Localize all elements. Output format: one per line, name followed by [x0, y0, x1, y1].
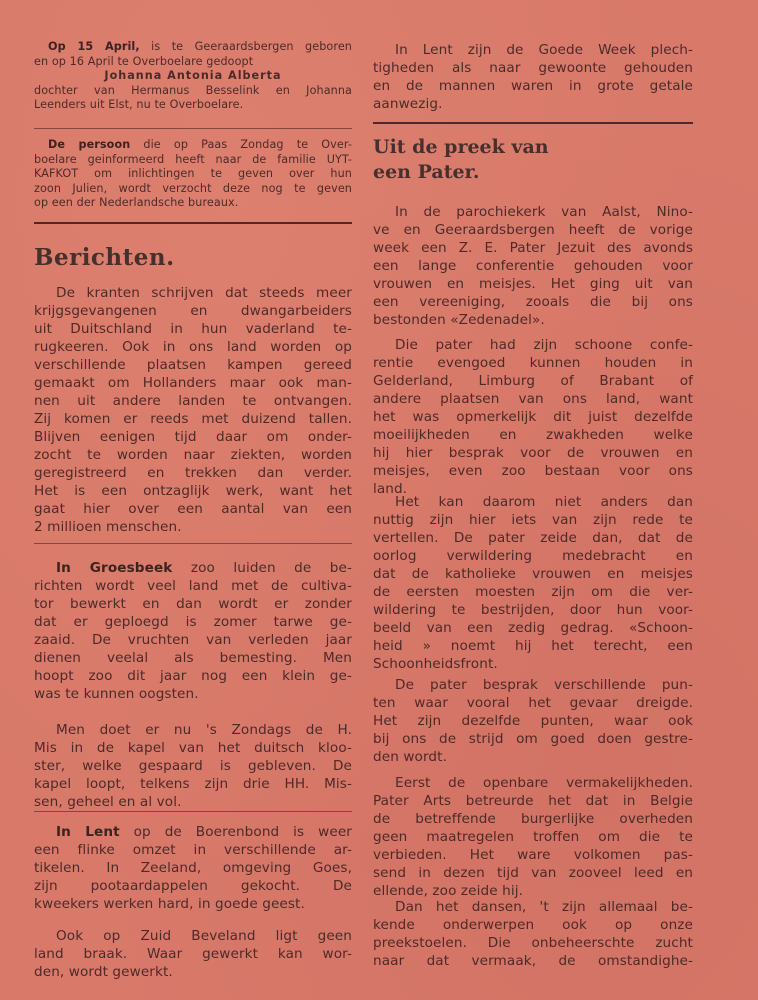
- text-line: [373, 547, 693, 565]
- text-line: [34, 153, 352, 168]
- text-line: [34, 338, 352, 356]
- preek-paragraph: [373, 898, 693, 970]
- paragraph: [373, 203, 693, 329]
- line-text: en de mannen waren in grote getale: [373, 78, 693, 94]
- text-line: [373, 934, 693, 952]
- line-text: 2 millioen menschen.: [34, 519, 182, 535]
- line-text: verschillende plaatsen kampen gereed: [34, 357, 352, 373]
- line-text: Dan het dansen, 't zijn allemaal be-: [395, 899, 693, 915]
- text-line: [34, 775, 352, 793]
- lead-in: In Groesbeek: [56, 560, 173, 576]
- divider-thick: [34, 222, 352, 224]
- text-line: [373, 676, 693, 694]
- text-line: [34, 877, 352, 895]
- line-text: dat er geploegd is zomer tarwe ge-: [34, 614, 352, 630]
- lent-article: [34, 823, 352, 981]
- line-text: uit Duitschland in hun vaderland te-: [34, 321, 352, 337]
- line-text: nen uit andere landen te ontvangen.: [34, 393, 352, 409]
- line-text: gaat hier over een aantal van een: [34, 501, 352, 517]
- text-line: [373, 444, 693, 462]
- line-text: In de parochiekerk van Aalst, Nino-: [395, 204, 693, 220]
- line-text: beeld van een zedig gedrag. «Schoon-: [373, 620, 693, 636]
- text-line: [373, 916, 693, 934]
- text-line: [373, 354, 693, 372]
- text-line: [34, 410, 352, 428]
- line-text: krijgsgevangenen en dwangarbeiders: [34, 303, 352, 319]
- text-line: [373, 748, 693, 766]
- text-line: [373, 372, 693, 390]
- line-text: Mis in de kapel van het duitsch kloo-: [34, 740, 352, 756]
- text-line: [373, 952, 693, 970]
- text-line: [373, 390, 693, 408]
- line-text: kende onderwerpen ook op onze: [373, 917, 693, 933]
- text-line: [34, 138, 352, 153]
- groesbeek-article: [34, 559, 352, 811]
- section-heading-preek: [373, 135, 693, 185]
- text-line: [373, 293, 693, 311]
- text-line: [34, 595, 352, 613]
- line-text: dienen veelal als bemesting. Men: [34, 650, 352, 666]
- line-text: richten wordt veel land met de cultiva-: [34, 578, 352, 594]
- text-line: [34, 446, 352, 464]
- line-text: bij ons de strijd om goed doen gestre-: [373, 731, 693, 747]
- text-line: [34, 98, 352, 113]
- paragraph: [34, 823, 352, 913]
- text-line: [34, 518, 352, 536]
- text-line: [373, 864, 693, 882]
- line-text: bestonden «Zedenadel».: [373, 312, 545, 328]
- line-text: preekstoelen. Die onbeheerschte zucht: [373, 935, 693, 951]
- text-line: [373, 493, 693, 511]
- heading-line: Uit de preek van: [373, 136, 549, 158]
- line-text: nuttig zijn hier iets van zijn rede te: [373, 512, 693, 528]
- text-line: [34, 302, 352, 320]
- line-text: een flinke omzet in verschillende ar-: [34, 842, 352, 858]
- line-text: tigheden als naar gewoonte gehouden: [373, 60, 693, 76]
- text-line: [373, 426, 693, 444]
- line-text: meisjes, even zoo bestaan voor ons: [373, 463, 693, 479]
- line-text: Pater Arts betreurde het dat in Belgie: [373, 793, 693, 809]
- line-text: moeilijkheden en zwakheden welke: [373, 427, 693, 443]
- line-text: verbieden. Het ware volkomen pas-: [373, 847, 693, 863]
- line-text: die op Paas Zondag te Over-: [130, 138, 352, 151]
- line-text: ten waar vooral het gevaar dreigde.: [373, 695, 693, 711]
- line-text: boelare geinformeerd heeft naar de familie UYT-: [34, 152, 352, 166]
- text-line: [34, 841, 352, 859]
- line-text: tor bewerkt en dan wordt er zonder: [34, 596, 352, 612]
- line-text: op een der Nederlandsche bureaux.: [34, 196, 239, 210]
- preek-paragraph: [373, 203, 693, 329]
- text-line: [373, 792, 693, 810]
- text-line: [34, 685, 352, 703]
- text-line: [34, 559, 352, 577]
- text-line: [373, 712, 693, 730]
- text-line: [373, 95, 693, 113]
- text-line: [34, 55, 352, 70]
- line-text: De kranten schrijven dat steeds meer: [56, 285, 352, 301]
- line-text: op de Boerenbond is weer: [119, 824, 352, 840]
- paragraph: [373, 898, 693, 970]
- line-text: wildering te bestrijden, door hun voor-: [373, 602, 693, 618]
- line-text: In Lent zijn de Goede Week plech-: [395, 42, 693, 58]
- paragraph: [373, 774, 693, 900]
- text-line: [34, 428, 352, 446]
- text-line: [34, 895, 352, 913]
- lead-in: In Lent: [56, 824, 120, 840]
- text-line: [34, 40, 352, 55]
- text-line: [373, 203, 693, 221]
- line-text: send in dezen tijd van zooveel leed en: [373, 865, 693, 881]
- text-line: [34, 392, 352, 410]
- line-text: dat de katholieke vrouwen en meisjes: [373, 566, 693, 582]
- text-line: [373, 221, 693, 239]
- line-text: een vereeniging, zooals die bij ons: [373, 294, 693, 310]
- text-line: [373, 828, 693, 846]
- line-text: zijn pootaardappelen gekocht. De: [34, 878, 352, 894]
- line-text: het was opmerkelijk dit juist dezelfde: [373, 409, 693, 425]
- text-line: [373, 583, 693, 601]
- person-notice: [34, 138, 352, 211]
- line-text: Zij komen er reeds met duizend tallen.: [34, 411, 352, 427]
- text-line: [34, 374, 352, 392]
- text-line: [373, 336, 693, 354]
- text-line: [34, 613, 352, 631]
- line-text: KAFKOT om inlichtingen te geven over hun: [34, 167, 352, 181]
- text-line: [34, 963, 352, 981]
- line-text: vertellen. De pater zeide dan, dat de: [373, 530, 693, 546]
- line-text: ve en Geeraardsbergen heeft de vorige: [373, 222, 693, 238]
- text-line: [34, 859, 352, 877]
- text-line: [34, 649, 352, 667]
- text-line: [373, 565, 693, 583]
- berichten-article: [34, 284, 352, 536]
- line-text: land.: [373, 481, 408, 497]
- preek-paragraph: [373, 336, 693, 498]
- line-text: heid » noemt hij het terecht, een: [373, 638, 693, 654]
- line-text: dochter van Hermanus Besselink en Johanna: [34, 83, 352, 97]
- line-text: gemaakt om Hollanders maar ook man-: [34, 375, 352, 391]
- line-text: ellende, zoo zeide hij.: [373, 883, 523, 899]
- line-text: zoo luiden de be-: [172, 560, 352, 576]
- divider: [34, 811, 352, 812]
- line-text: is te Geeraardsbergen geboren: [139, 40, 352, 53]
- line-text: vrouwen en meisjes. Het ging uit van: [373, 276, 693, 292]
- paragraph: [373, 676, 693, 766]
- line-text: land braak. Waar gewerkt kan wor-: [34, 946, 352, 962]
- text-line: [34, 757, 352, 775]
- line-text: den, wordt gewerkt.: [34, 964, 173, 980]
- line-text: was te kunnen oogsten.: [34, 686, 199, 702]
- line-text: rentie evengoed kunnen houden in: [373, 355, 693, 371]
- text-line: [373, 898, 693, 916]
- line-text: Het zijn dezelfde punten, waar ook: [373, 713, 693, 729]
- line-text: hij hier besprak voor de vrouwen en: [373, 445, 693, 461]
- line-text: Gelderland, Limburg of Brabant of: [373, 373, 693, 389]
- line-text: sen, geheel en al vol.: [34, 794, 182, 810]
- text-line: [34, 500, 352, 518]
- text-line: [34, 69, 352, 84]
- text-line: [34, 739, 352, 757]
- preek-paragraph: [373, 493, 693, 673]
- text-line: [373, 462, 693, 480]
- line-text: ster, welke gespaard is gebleven. De: [34, 758, 352, 774]
- paragraph: [34, 559, 352, 703]
- line-text: Blijven eenigen tijd daar om onder-: [34, 429, 352, 445]
- text-line: [373, 774, 693, 792]
- lead-in: Op 15 April,: [48, 40, 140, 53]
- line-text: oorlog verwildering medebracht en: [373, 548, 693, 564]
- line-text: kweekers werken hard, in goede geest.: [34, 896, 305, 912]
- line-text: de eersten moesten zijn om die ver-: [373, 584, 693, 600]
- line-text: zaaid. De vruchten van verleden jaar: [34, 632, 352, 648]
- text-line: [373, 619, 693, 637]
- paragraph: [34, 927, 352, 981]
- text-line: [34, 793, 352, 811]
- text-line: [34, 823, 352, 841]
- text-line: [373, 311, 693, 329]
- line-text: kapel loopt, telkens zijn drie HH. Mis-: [34, 776, 352, 792]
- text-line: [373, 59, 693, 77]
- line-text: andere plaatsen van ons land, want: [373, 391, 693, 407]
- text-line: [34, 945, 352, 963]
- line-text: den wordt.: [373, 749, 447, 765]
- section-heading-berichten: Berichten.: [34, 244, 175, 271]
- text-line: [373, 408, 693, 426]
- lent-goede-week-article: [373, 41, 693, 113]
- text-line: [34, 182, 352, 197]
- line-text: tikelen. In Zeeland, omgeving Goes,: [34, 860, 352, 876]
- text-line: [373, 275, 693, 293]
- heading-line: een Pater.: [373, 161, 480, 183]
- text-line: [373, 601, 693, 619]
- line-text: Het kan daarom niet anders dan: [395, 494, 693, 510]
- line-text: Johanna Antonia Alberta: [104, 69, 282, 83]
- line-text: Eerst de openbare vermakelijkheden.: [395, 775, 693, 791]
- paragraph: [373, 493, 693, 673]
- line-text: De pater besprak verschillende pun-: [395, 677, 693, 693]
- line-text: aanwezig.: [373, 96, 443, 112]
- line-text: en op 16 April te Overboelare gedoopt: [34, 54, 254, 68]
- preek-paragraph: [373, 774, 693, 900]
- text-line: [34, 284, 352, 302]
- line-text: Leenders uit Elst, nu te Overboelare.: [34, 98, 244, 112]
- text-line: [34, 167, 352, 182]
- paragraph: [34, 721, 352, 811]
- text-line: [34, 482, 352, 500]
- paragraph: [34, 284, 352, 536]
- text-line: [373, 257, 693, 275]
- text-line: [373, 846, 693, 864]
- text-line: [373, 77, 693, 95]
- line-text: geregistreerd en trekken dan verder.: [34, 465, 352, 481]
- text-line: [34, 631, 352, 649]
- line-text: Ook op Zuid Beveland ligt geen: [56, 928, 352, 944]
- paragraph: [373, 41, 693, 113]
- line-text: zocht te worden naar ziekten, worden: [34, 447, 352, 463]
- text-line: [373, 730, 693, 748]
- text-line: [34, 667, 352, 685]
- lead-in: De persoon: [48, 138, 131, 151]
- text-line: [373, 810, 693, 828]
- birth-notice: [34, 40, 352, 113]
- text-line: [373, 655, 693, 673]
- divider: [34, 543, 352, 544]
- text-line: [34, 320, 352, 338]
- line-text: Het is een ontzaglijk werk, want het: [34, 483, 352, 499]
- text-line: [34, 84, 352, 99]
- text-line: [373, 637, 693, 655]
- text-line: [373, 41, 693, 59]
- text-line: [34, 721, 352, 739]
- line-text: een lange conferentie gehouden voor: [373, 258, 693, 274]
- line-text: Schoonheidsfront.: [373, 656, 498, 672]
- divider-thick: [373, 122, 693, 124]
- preek-paragraph: [373, 676, 693, 766]
- line-text: naar dat vermaak, de omstandighe-: [373, 953, 693, 969]
- paragraph: [373, 336, 693, 498]
- text-line: [373, 239, 693, 257]
- line-text: geen maatregelen troffen om die te: [373, 829, 693, 845]
- line-text: week een Z. E. Pater Jezuit des avonds: [373, 240, 693, 256]
- text-line: [373, 511, 693, 529]
- line-text: Die pater had zijn schoone confe-: [395, 337, 693, 353]
- text-line: [34, 927, 352, 945]
- text-line: [34, 356, 352, 374]
- text-line: [34, 577, 352, 595]
- text-line: [34, 196, 352, 211]
- line-text: de betreffende burgerlijke overheden: [373, 811, 693, 827]
- text-line: [373, 694, 693, 712]
- text-line: [34, 464, 352, 482]
- line-text: Men doet er nu 's Zondags de H.: [56, 722, 352, 738]
- line-text: hoopt zoo dit jaar nog een klein ge-: [34, 668, 352, 684]
- text-line: [373, 529, 693, 547]
- divider: [34, 128, 352, 129]
- line-text: rugkeeren. Ook in ons land worden op: [34, 339, 352, 355]
- line-text: zoon Julien, wordt verzocht deze nog te geven: [34, 181, 352, 195]
